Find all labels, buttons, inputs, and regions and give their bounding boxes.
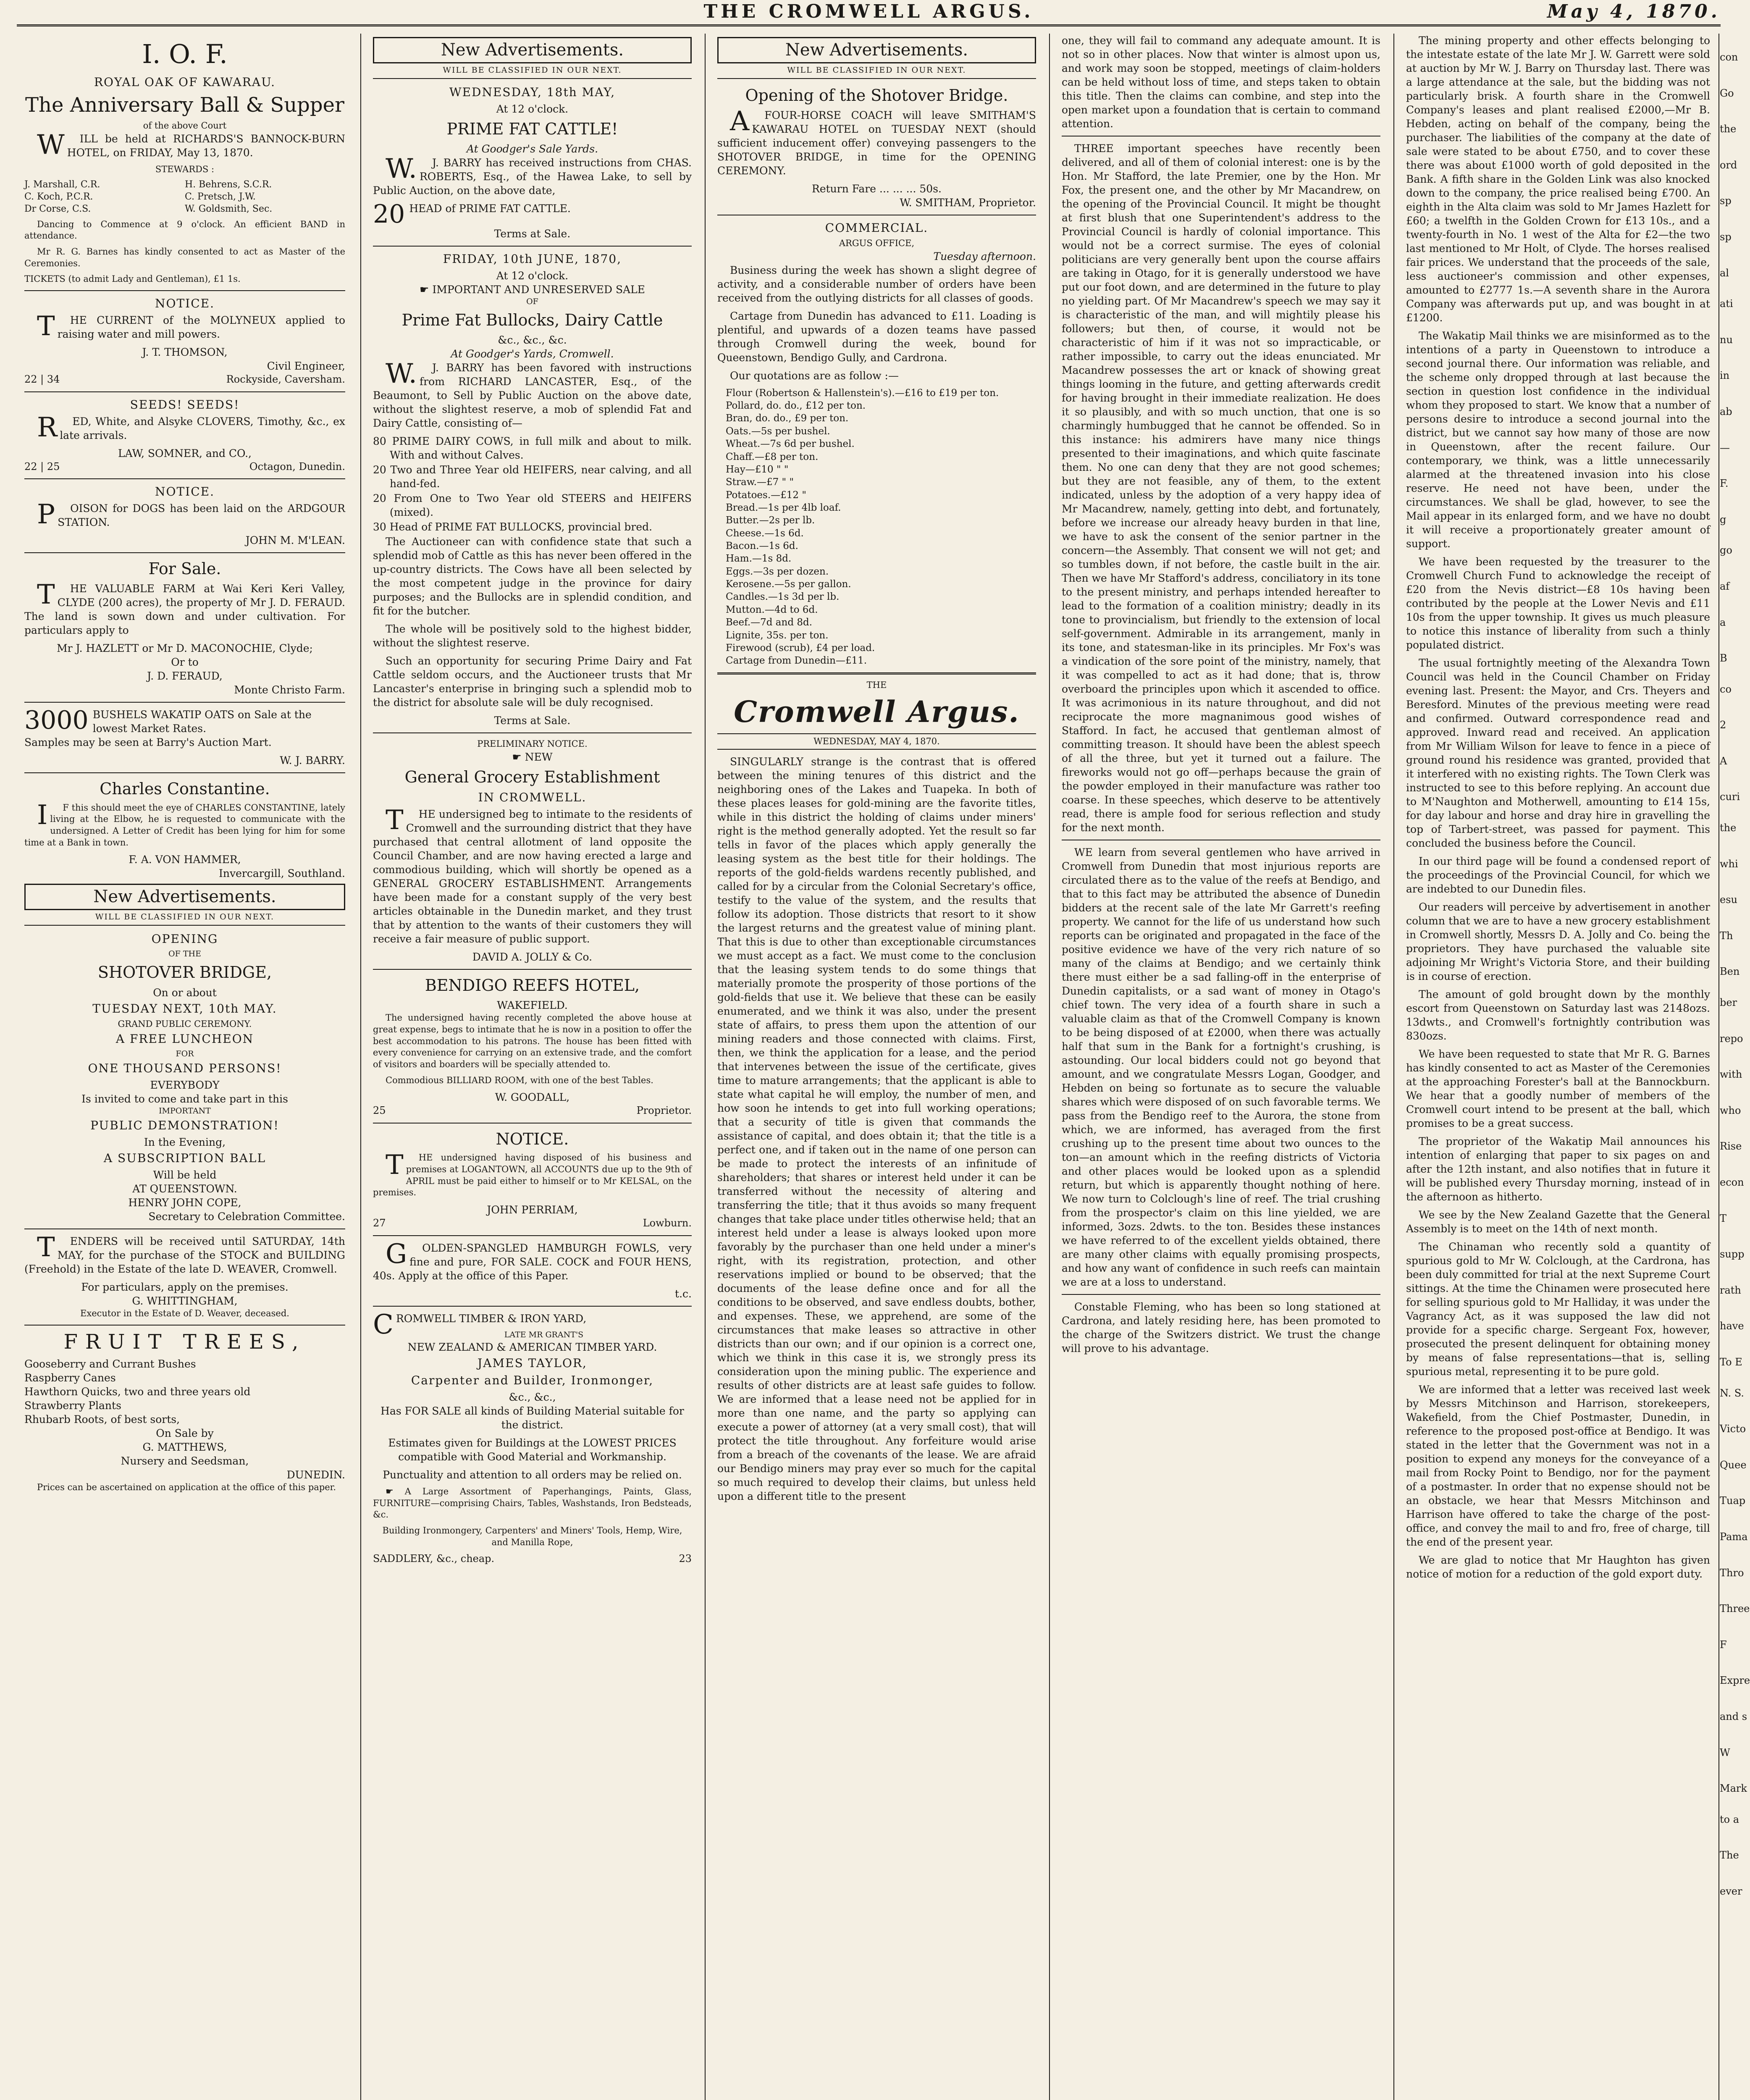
cattle-text: W.J. BARRY has received instructions from CHAS. ROBERTS, Esq., of the Hawea Lake, to sell by Public Auction, on the above date, [373, 153, 692, 197]
column5-p12: We are informed that a letter was received last week by Messrs Mitchinson and Harrison, storekeepers, Wakefield, from the Chief Postmaster, Dunedin, in reference to the proposed post-office at Bendigo. It was stated in the letter that the Government was not in a position to expend any moneys for the conveyance of a mail from Rocky Point to Bendigo, nor for the payment of a postmaster. In order that no expense should not be an obstacle, we hear that Messrs Mitchinson and Harrison have offered to take the charge of the post-office, and convey the mail to and fro, free of charge, till the end of the present year. [1406, 1383, 1710, 1548]
seeds-title: SEEDS! SEEDS! [130, 397, 240, 412]
column-2 [365, 34, 699, 2100]
edge-fragment: Thro [1720, 1567, 1744, 1579]
price-line: Kerosene.—5s per gallon. [726, 579, 851, 590]
commercial-p2: Cartage from Dunedin has advanced to £11. Loading is plentiful, and upwards of a dozen teams have passed through Cromwell during the week, bound for Queenstown, Bendigo Gully, and Cardrona. [717, 310, 1036, 364]
pointing-hand-icon: ☛ [420, 283, 433, 296]
bullocks-date: FRIDAY, 10th JUNE, 1870, [443, 252, 622, 266]
newadv-banner: New Advertisements. [24, 884, 345, 910]
edge-fragment: repo [1720, 1032, 1743, 1045]
forsale-text: THE VALUABLE FARM at Wai Keri Keri Valley, CLYDE (200 acres), the property of Mr J. D. FERAUD. The land is sown down and under cultivation. For particulars apply to [24, 579, 345, 637]
notice-text: THE undersigned having disposed of his business and premises at LOGANTOWN, all ACCOUNTS due up to the 9th of APRIL must be paid either to himself or to Mr KELSAL, on the premises. [373, 1150, 692, 1198]
oats-text: BUSHELS WAKATIP OATS on Sale at the lowest Market Rates. [92, 709, 312, 735]
column4-p4: Constable Fleming, who has been so long stationed at Cardrona, and lately residing here, has been promoted to the charge of the Switzers district. We trust the change will prove to his advantage. [1062, 1301, 1380, 1354]
bullocks-title: Prime Fat Bullocks, Dairy Cattle [401, 311, 663, 330]
leader-p1: SINGULARLY strange is the contrast that is offered between the mining tenures of this district and the neighboring ones of the Lakes and Tuapeka. In both of these places leases for gold-mining are the favorite titles, while in this district the holding of claims under miners' right is the method generally adopted. Yet the result so far tells in favor of the places which apply generally the leasing system as the best title for their holdings. The reports of the gold-fields wardens recently published, and called for by a circular from the Colonial Secretary's office, testify to the value of the system, and the results that follow its adoption. Those districts that resort to it show the largest returns and the greatest value of mining plant. That this is due to other than exceptionable circumstances we must accept as a fact. We must come to the conclusion that the leasing system tends to do some things that materially promote the prosperity of those portions of the gold-fields that use it. We believe that these can be easily enumerated, and we think it was also, under the present state of affairs, to press them upon the attention of our mining readers and those connected with claims. First, then, we think the application for a lease, and the period that intervenes between the issue of the certificate, gives time to mature arrangements; that the applicant is able to state what capital he will employ, the number of men, and how soon he intends to get into full working operations; that a security of title is given that commands the assistance of capital, and does obtain it; that the title is a perfect one, and if taken out in the name of one person can be made to protect the interests of an infinitude of shareholders; that shares or interest held under it can be transferred without the necessity of altering and transferring the title; that it thus avoids so many frequent changes that take place under titles otherwise held; that an interest held under a lease is always looked upon more favorably by the purchaser than one held under a miner's right, with its registration, protection, and other reservations implied or bound to be observed; that the documents of the lease define once and for all the conditions to be observed, and save endless doubts, bother, and expenses. These, we apprehend, are some of the circumstances that make leases so attractive in other districts than our own; and if our opinion is a correct one, which we think in this case it is, we strongly press its consideration upon the mining public. The experience and results of other districts are at least safe guides to follow. We are informed that a lease need not be applied for in more than one name, and the party so applying can execute a power of attorney (at a very small cost), that will protect the title throughout. Any forfeiture would arise from a breach of the covenants of the lease. We are afraid our Bendigo miners may pray ever so much for the capital so much required to develop their claims, but unless held upon a different title to the present [717, 756, 1036, 1503]
newadv-subtitle: WILL BE CLASSIFIED IN OUR NEXT. [373, 65, 692, 79]
fruit-onsale: On Sale by [156, 1427, 214, 1440]
column-rule [705, 34, 706, 2100]
bullocks-venue: At Goodger's Yards, Cromwell. [451, 348, 614, 360]
ball-subtitle: of the above Court [143, 120, 227, 131]
edge-fragment: g [1720, 513, 1726, 525]
notice1-text: THE CURRENT of the MOLYNEUX applied to raising water and mill powers. [37, 311, 345, 342]
edge-fragment: Ben [1720, 966, 1740, 978]
open-line: TUESDAY NEXT, 10th MAY. [92, 1001, 277, 1016]
fruit-name: G. MATTHEWS, [142, 1441, 227, 1454]
notice1-ref: 22 | 34 [24, 373, 60, 386]
masthead-date: May 4, 1870. [1547, 1, 1721, 22]
ball-dancing: Dancing to Commence at 9 o'clock. An efficient BAND in attendance. [24, 219, 345, 241]
bullocks-etc: &c., &c., &c. [498, 334, 567, 346]
edge-fragment: af [1720, 580, 1730, 592]
shotover-title: Opening of the Shotover Bridge. [745, 86, 1008, 105]
notice-ref: 27 [373, 1217, 386, 1229]
price-line: Firewood (scrub), £4 per load. [726, 642, 875, 654]
notice-footer [373, 1217, 692, 1230]
taylor-ref: 23 [679, 1553, 692, 1565]
newadv-banner: New Advertisements. [717, 37, 1036, 63]
bullocks-important [373, 283, 692, 297]
notice1-role: Civil Engineer, [267, 360, 345, 373]
open-line: OF THE [168, 949, 201, 959]
timber-nz: NEW ZEALAND & AMERICAN TIMBER YARD. [407, 1341, 657, 1353]
prelim-notice: PRELIMINARY NOTICE. [477, 739, 588, 749]
column5-p1: The mining property and other effects belonging to the intestate estate of the late Mr J. W. Garrett were sold at auction by Mr W. J. Barry on Thursday last. There was a large attendance at the sale, but the bidding was not particularly brisk. A fourth share in the Cromwell Company's leases and plant realised £2000,—Mr B. Hebden, acting on behalf of the company, being the purchaser. The liabilities of the company at the date of sale were stated to be about £750, and to cover these there was about £1000 worth of gold deposited in the Bank. A fifth share in the Golden Link was also knocked down to the company, the price realised being £700. An eighth in the Alta claim was sold to Mr James Hazlett for £60; a twelfth in the Golden Crown for £13 10s., and a twenty-fourth in No. 1 west of the Alta for £2—the two last mentioned to Mr Holt, of Clyde. The horses realised fair prices. We understand that the proceeds of the sale, less auctioneer's commission and other expenses, amounted to £2777 1s.—A seventh share in the Aurora Company was afterwards put up, and was bought in at £1200. [1406, 34, 1710, 324]
forsale-place: Monte Christo Farm. [234, 684, 345, 696]
coach-name: W. SMITHAM, Proprietor. [900, 197, 1036, 209]
terms: Terms at Sale. [494, 227, 571, 240]
open-line: A FREE LUNCHEON [115, 1032, 254, 1046]
fruit-place: DUNEDIN. [286, 1469, 345, 1481]
price-line: Chaff.—£8 per ton. [726, 451, 819, 462]
edge-fragment: To E [1720, 1356, 1742, 1368]
column-rule [360, 34, 361, 2100]
edge-fragment: Tuap [1720, 1495, 1746, 1507]
column-3 [710, 34, 1044, 2100]
column5-p8: We have been requested to state that Mr R. G. Barnes has kindly consented to act as Master of the Ceremonies at the approaching Forester's ball at the Bannockburn. We hear that a goodly number of members of the Cromwell court intend to be present at the ball, which promises to be a great success. [1406, 1048, 1710, 1129]
open-line: ONE THOUSAND PERSONS! [88, 1061, 282, 1076]
cattle-lot-number: 20 [373, 199, 405, 229]
newadv-banner: New Advertisements. [373, 37, 692, 63]
coach-text: AFOUR-HORSE COACH will leave SMITHAM'S KAWARAU HOTEL on TUESDAY NEXT (should sufficient inducement offer) conveying passengers to the SHOTOVER BRIDGE, in time for the OPENING CEREMONY. [717, 106, 1036, 177]
fruit-title: FRUIT TREES, [63, 1330, 306, 1354]
column5-p9: The proprietor of the Wakatip Mail announces his intention of enlarging that paper to six pages on and after the 12th instant, and also notifies that in future it will be published every Thursday morning, instead of in the afternoon as hitherto. [1406, 1135, 1710, 1203]
bullocks-lot: 20 From One to Two Year old STEERS and HEIFERS (mixed). [373, 492, 692, 519]
cattle-title: PRIME FAT CATTLE! [446, 119, 618, 138]
return-fare: Return Fare ... ... ... 50s. [812, 183, 942, 195]
steward: C. Pretsch, J.W. [185, 192, 256, 202]
tender-text: TENDERS will be received until SATURDAY, 14th MAY, for the purchase of the STOCK and BUILDING (Freehold) in the Estate of the late D. WEAVER, Cromwell. [24, 1232, 345, 1276]
masthead-title: THE CROMWELL ARGUS. [703, 1, 1034, 22]
edge-fragment: in [1720, 370, 1730, 382]
column-6-fragments [1720, 34, 1750, 2100]
open-line: A SUBSCRIPTION BALL [103, 1151, 266, 1166]
edge-fragment: ab [1720, 405, 1732, 417]
column-5 [1398, 34, 1718, 2100]
price-line: Beef.—7d and 8d. [726, 617, 813, 628]
iof-heading: I. O. F. [142, 39, 228, 69]
cattle-venue: At Goodger's Sale Yards. [466, 142, 598, 155]
open-line: AT QUEENSTOWN. [132, 1183, 237, 1195]
lodge-name: ROYAL OAK OF KAWARAU. [94, 75, 276, 89]
charles-text: IF this should meet the eye of CHARLES CONSTANTINE, lately living at the Elbow, he is requested to communicate with the undersigned. A Letter of Credit has been lying for him for some time at a Bank in town. [24, 799, 345, 848]
price-line: Potatoes.—£12 " [726, 489, 806, 501]
edge-fragment: a [1720, 616, 1726, 628]
bullocks-of: OF [526, 297, 538, 306]
seeds-name: LAW, SOMNER, and CO., [118, 447, 252, 459]
edge-fragment: esu [1720, 894, 1737, 906]
notice1-title: NOTICE. [155, 297, 215, 311]
cattle-time: At 12 o'clock. [496, 102, 569, 115]
edge-fragment: who [1720, 1104, 1741, 1116]
bendigo-title: BENDIGO REEFS HOTEL, [425, 976, 640, 995]
edge-fragment: ord [1720, 159, 1737, 171]
tender-role: Executor in the Estate of D. Weaver, deceased. [80, 1308, 289, 1319]
seeds-place: Octagon, Dunedin. [249, 460, 345, 472]
edge-fragment: B [1720, 652, 1727, 664]
bullocks-time: At 12 o'clock. [496, 269, 569, 282]
bendigo-text: The undersigned having recently completed the above house at great expense, begs to intimate that he is now in a position to offer the best accommodation to his patrons. The house has been fitted with every convenience for carrying on an extensive trade, and the comfort of visitors and boarders will be specially attended to. [373, 1013, 692, 1070]
price-line: Hay—£10 " " [726, 464, 789, 475]
oats-samples: Samples may be seen at Barry's Auction Mart. [24, 736, 272, 749]
edge-fragment: The [1720, 1849, 1739, 1861]
tender-name: G. WHITTINGHAM, [132, 1295, 238, 1307]
stewards-label: STEWARDS : [155, 164, 215, 174]
notice1-name: J. T. THOMSON, [142, 346, 228, 359]
price-line: Lignite, 35s. per ton. [726, 630, 829, 641]
tender-apply: For particulars, apply on the premises. [81, 1281, 289, 1294]
bendigo-footer [373, 1104, 692, 1118]
taylor-estimates: Estimates given for Buildings at the LOWEST PRICES compatible with Good Material and Workmanship. [388, 1436, 677, 1463]
edge-fragment: have [1720, 1320, 1744, 1332]
seeds-footer [24, 460, 345, 474]
edge-fragment: Pama [1720, 1530, 1748, 1543]
hamburgh-tc: t.c. [675, 1287, 692, 1300]
charles-place: Invercargill, Southland. [219, 867, 345, 880]
paper-the: THE [866, 680, 887, 690]
price-line: Candles.—1s 3d per lb. [726, 591, 840, 603]
cattle-lot-text: HEAD of PRIME FAT CATTLE. [409, 202, 571, 215]
bendigo-place: WAKEFIELD. [497, 999, 568, 1012]
edge-fragment: Go [1720, 87, 1734, 99]
edge-fragment: the [1720, 123, 1737, 135]
whole-text: The whole will be positively sold to the highest bidder, without the slightest reserve. [373, 623, 692, 649]
edge-fragment: con [1720, 51, 1738, 63]
seeds-ref: 22 | 25 [24, 460, 60, 472]
ball-title: The Anniversary Ball & Supper [25, 93, 344, 117]
column5-p2: The Wakatip Mail thinks we are misinformed as to the intentions of a party in Queenstown to introduce a second journal there. Our information was reliable, and the scheme only dropped through at last because the section in question lost confidence in the individual whom they proposed to start. We know that a number of persons desire to introduce a second journal into the district, but we cannot say how many of those are now in Queenstown, after the recent failure. Our contemporary, we think, was a little unnecessarily alarmed at the threatened invasion into his close reserve. He need not have been, under the circumstances. We shall be glad, however, to see the Mail appear in its enlarged form, and we have no doubt it will receive a proportionately greater amount of support. [1406, 330, 1710, 550]
open-line: FOR [176, 1049, 194, 1059]
taylor-role: Carpenter and Builder, Ironmonger, [411, 1373, 654, 1387]
paper-title: Cromwell Argus. [734, 694, 1020, 730]
price-line: Bread.—1s per 4lb loaf. [726, 502, 841, 513]
open-line: Is invited to come and take part in this [81, 1093, 288, 1105]
taylor-name: JAMES TAYLOR, [478, 1356, 587, 1370]
oats-ad [24, 708, 345, 735]
commercial-office: ARGUS OFFICE, [839, 238, 915, 248]
bendigo-ref: 25 [373, 1105, 386, 1117]
column4-p3: WE learn from several gentlemen who have arrived in Cromwell from Dunedin that most injurious reports are circulated there as to the value of the reefs at Bendigo, and that to this fact may be attributed the absence of Dunedin bidders at the recent sale of the late Mr Garrett's reefing property. We cannot for the life of us understand how such reports can be originated and propagated in the face of the positive evidence we have of the very rich nature of so many of the claims at Bendigo; and we certainly think there must either be a sad falling-off in the enterprise of Dunedin capitalists, or a sad want of money in Otago's chief town. The very idea of a fourth share in such a valuable claim as that of the Cromwell Company is known to be being disposed of at £2000, when there was actually half that sum in the Bank for a fortnight's crushing, is astounding. Our local bidders could not go beyond that amount, and we congratulate Messrs Logan, Goodger, and Hebden on being so fortunate as to secure the valuable shares which were disposed of on such favorable terms. We pass from the Bendigo reef to the Aurora, the stone from which, we are informed, has averaged from the first crushing up to the present time about two ounces to the ton—an amount which in the reefing districts of Victoria and other places would be looked upon as a splendid return, but which is apparently thought nothing of here. We now turn to Colclough's line of reef. The trial crushing from the prospector's claim on this line yielded, we are informed, 3ozs. 2dwts. to the ton. Besides these instances we have referred to of the excellent yields obtained, there are many other claims with equally promising prospects, and how any want of confidence in such reefs can maintain we are at a loss to understand. [1062, 846, 1380, 1288]
price-line: Wheat.—7s 6d per bushel. [726, 438, 855, 450]
fruit-item: Raspberry Canes [24, 1372, 116, 1384]
timber-title: CROMWELL TIMBER & IRON YARD, [373, 1309, 587, 1340]
fruit-role: Nursery and Seedsman, [121, 1455, 249, 1467]
steward: J. Marshall, C.R. [24, 179, 100, 190]
seeds-text: RED, White, and Alsyke CLOVERS, Timothy, &c., ex late arrivals. [37, 412, 345, 443]
edge-fragment: N. S. [1720, 1387, 1744, 1399]
column5-p13: We are glad to notice that Mr Haughton has given notice of motion for a reduction of the gold export duty. [1406, 1554, 1710, 1580]
bendigo-name: W. GOODALL, [495, 1091, 570, 1104]
pointing-hand-icon: ☛ [512, 751, 525, 763]
steward: H. Behrens, S.C.R. [185, 179, 272, 190]
taylor-assortment-text: A Large Assortment of Paperhangings, Paints, Glass, FURNITURE—comprising Chairs, Tables, Washstands, Iron Bedsteads, &c. [373, 1486, 692, 1520]
bendigo-billiard: Commodious BILLIARD ROOM, with one of the best Tables. [386, 1075, 653, 1085]
open-line: SHOTOVER BRIDGE, [97, 963, 272, 982]
edge-fragment: Th [1720, 929, 1733, 942]
edge-fragment: the [1720, 822, 1737, 834]
forsale-title: For Sale. [148, 559, 221, 578]
edge-fragment: supp [1720, 1248, 1745, 1260]
stewards-list [24, 178, 345, 215]
steward: C. Koch, P.C.R. [24, 192, 93, 202]
notice-place: Lowburn. [643, 1217, 692, 1229]
fruit-prices: Prices can be ascertained on application at the office of this paper. [37, 1482, 336, 1493]
notice2-title: NOTICE. [155, 485, 215, 499]
column-rule [1393, 34, 1394, 2100]
open-line: IMPORTANT [159, 1106, 211, 1116]
open-line: EVERYBODY [150, 1079, 220, 1092]
price-line: Flour (Robertson & Hallenstein's).—£16 to £19 per ton. [726, 387, 999, 399]
edge-fragment: whi [1720, 858, 1738, 870]
commercial-p1: Business during the week has shown a slight degree of activity, and a considerable number of orders have been received from the outlying districts for all classes of goods. [717, 264, 1036, 304]
column5-p3: We have been requested by the treasurer to the Cromwell Church Fund to acknowledge the receipt of £20 from the Nevis district—£8 10s having been contributed by the people at the Lower Nevis and £11 10s from the upper township. It gives us much pleasure to notice this instance of liberality from such a thinly populated district. [1406, 556, 1710, 651]
cattle-lot [373, 199, 692, 229]
edge-fragment: Victo [1720, 1423, 1746, 1435]
edge-fragment: W [1720, 1746, 1730, 1759]
commercial-day: Tuesday afternoon. [933, 250, 1036, 262]
edge-fragment: sp [1720, 195, 1732, 207]
notice1-place: Rockyside, Caversham. [226, 373, 345, 386]
edge-fragment: 2 [1720, 719, 1726, 731]
bullocks-lot: 80 PRIME DAIRY COWS, in full milk and about to milk. With and without Calves. [373, 435, 692, 462]
edge-fragment: Mark [1720, 1782, 1747, 1795]
edge-fragment: ati [1720, 298, 1733, 310]
forsale-or: Or to [171, 656, 199, 669]
timber-late: LATE MR GRANT'S [504, 1330, 584, 1339]
column-rule [1049, 34, 1050, 2100]
taylor-iron: Building Ironmongery, Carpenters' and Miners' Tools, Hemp, Wire, and Manilla Rope, [382, 1525, 682, 1547]
edge-fragment: F. [1720, 478, 1729, 490]
grocery-title: General Grocery Establishment [404, 767, 660, 786]
steward: W. Goldsmith, Sec. [185, 204, 273, 215]
price-line: Bacon.—1s 6d. [726, 541, 798, 552]
bendigo-role: Proprietor. [636, 1105, 692, 1117]
open-line: HENRY JOHN COPE, [128, 1197, 241, 1209]
edge-fragment: Expre [1720, 1675, 1750, 1687]
open-line: On or about [153, 986, 217, 999]
price-line: Straw.—£7 " " [726, 477, 794, 488]
price-line: Cheese.—1s 6d. [726, 528, 804, 539]
edge-fragment: A [1720, 755, 1727, 767]
ball-master: Mr R. G. Barnes has kindly consented to act as Master of the Ceremonies. [24, 246, 345, 268]
price-line: Bran, do. do., £9 per ton. [726, 413, 849, 424]
edge-fragment: ber [1720, 997, 1737, 1009]
edge-fragment: — [1720, 441, 1730, 454]
charles-title: Charles Constantine. [100, 780, 270, 798]
open-line: Secretary to Celebration Committee. [148, 1210, 345, 1223]
column-4 [1054, 34, 1388, 2100]
price-line: Mutton.—4d to 6d. [726, 604, 818, 615]
edge-fragment: ever [1720, 1885, 1742, 1897]
edge-fragment: Three [1720, 1603, 1750, 1615]
grocery-name: DAVID A. JOLLY & Co. [472, 951, 593, 963]
newadv-subtitle: WILL BE CLASSIFIED IN OUR NEXT. [717, 65, 1036, 79]
taylor-sale: Has FOR SALE all kinds of Building Material suitable for the district. [380, 1404, 684, 1431]
ball-tickets: TICKETS (to admit Lady and Gentleman), £1 1s. [24, 274, 241, 284]
edge-fragment: go [1720, 544, 1732, 556]
edge-fragment: al [1720, 267, 1729, 279]
notice2-text: POISON for DOGS has been laid on the ARDGOUR STATION. [37, 499, 345, 530]
column5-p10: We see by the New Zealand Gazette that the General Assembly is to meet on the 14th of next month. [1406, 1209, 1710, 1235]
price-line: Eggs.—3s per dozen. [726, 566, 829, 577]
oats-name: W. J. BARRY. [280, 754, 345, 767]
column4-p1: one, they will fail to command any adequate amount. It is not so in other places. Now that winter is almost upon us, and work may soon be stopped, meetings of claim-holders can be held without loss of time, and steps taken to obtain this title. Then the claims can combine, and step into the open market upon a foundation that is certain to command attention. [1062, 34, 1380, 130]
open-line: In the Evening, [144, 1136, 226, 1149]
grocery-in: IN CROMWELL. [478, 790, 587, 805]
price-line: Ham.—1s 8d. [726, 553, 792, 564]
price-line: Cartage from Dunedin—£11. [726, 655, 867, 667]
commercial-title: COMMERCIAL. [825, 221, 929, 235]
cattle-date: WEDNESDAY, 18th MAY, [449, 85, 616, 99]
price-line: Oats.—5s per bushel. [726, 425, 830, 437]
fruit-item: Hawthorn Quicks, two and three years old [24, 1386, 251, 1398]
fruit-item: Gooseberry and Currant Bushes [24, 1358, 196, 1370]
notice2-name: JOHN M. M'LEAN. [245, 534, 345, 547]
hamburgh-text: GOLDEN-SPANGLED HAMBURGH FOWLS, very fine and pure, FOR SALE. COCK and FOUR HENS, 40s. Apply at the office of this Paper. [373, 1238, 692, 1282]
column-1 [17, 34, 353, 2100]
oats-number: 3000 [24, 706, 89, 735]
taylor-assortment [373, 1486, 692, 1521]
price-line: Butter.—2s per lb. [726, 515, 815, 526]
bullocks-important-label: IMPORTANT AND UNRESERVED SALE [432, 283, 645, 296]
notice1-footer [24, 373, 345, 386]
auctioneer-text: The Auctioneer can with confidence state that such a splendid mob of Cattle as this has never been offered in the up-country districts. The Cows have all been selected by the most competent judge in the province for dairy purposes; and the Bullocks are in splendid condition, and fit for the butcher. [373, 536, 692, 617]
edge-fragment: sp [1720, 231, 1732, 243]
open-line: PUBLIC DEMONSTRATION! [90, 1118, 279, 1133]
column5-p4: The usual fortnightly meeting of the Alexandra Town Council was held in the Council Chamber on Friday evening last. Present: the Mayor, and Crs. Theyers and Beresford. Minutes of the previous meeting were read and confirmed. Outward correspondence read and approved. Inward read and received. An application from Mr William Wilson for leave to fence in a piece of ground round his residence was granted, provided that it interfered with no existing rights. The Town Clerk was instructed to see to this before replying. An account due to M'Naughton and Motherwell, amounting to £14 15s, for day labour and horse and dray hire in gravelling the top of Tarbert-street, was passed for payment. This concluded the business before the Council. [1406, 657, 1710, 849]
edge-fragment: nu [1720, 333, 1733, 346]
price-line: Pollard, do. do., £12 per ton. [726, 400, 866, 412]
taylor-etc: &c., &c., [509, 1391, 556, 1403]
edge-fragment: econ [1720, 1176, 1744, 1188]
forsale-name: J. D. FERAUD, [147, 670, 223, 682]
open-line: GRAND PUBLIC CEREMONY. [118, 1018, 252, 1029]
edge-fragment: rath [1720, 1284, 1741, 1296]
newadv-subtitle: WILL BE CLASSIFIED IN OUR NEXT. [24, 912, 345, 926]
column5-p11: The Chinaman who recently sold a quantity of spurious gold to Mr W. Colclough, at the Cardrona, has been duly committed for trial at the next Supreme Court sittings. At the time the Chinamen were prosecuted here for selling spurious gold to Mr Halliday, it was under the Vagrancy Act, as it was supposed the law did not provide for a specific charge. Sergeant Fox, however, prosecuted the present delinquent for obtaining money by means of false representations—that is, selling spurious metal, representing it to be pure gold. [1406, 1241, 1710, 1378]
edge-fragment: T [1720, 1212, 1727, 1224]
opportunity-text: Such an opportunity for securing Prime Dairy and Fat Cattle seldom occurs, and the Auctioneer trusts that Mr Lancaster's enterprise in bringing such a splendid mob to the district for absolute sale will be duly recognised. [373, 655, 692, 709]
column5-p6: Our readers will perceive by advertisement in another column that we are to have a new grocery establishment in Cromwell shortly, Messrs D. A. Jolly and Co. being the proprietors. They have purchased the valuable site adjoining Mr Wright's Victoria Store, and their building is in course of erection. [1406, 901, 1710, 982]
paper-date: WEDNESDAY, MAY 4, 1870. [717, 733, 1036, 750]
grocery-text: THE undersigned beg to intimate to the residents of Cromwell and the surrounding district that they have purchased that central allotment of land opposite the Council Chamber, and are now having erected a large and commodious building, which will shortly be opened as a GENERAL GROCERY ESTABLISHMENT. Arrangements have been made for a constant supply of the very best articles obtainable in the Dunedin market, and they trust that by attention to the wants of their customers they will receive a fair measure of public support. [373, 805, 692, 945]
taylor-saddlery: SADDLERY, &c., cheap. [373, 1553, 495, 1565]
fruit-item: Rhubarb Roots, of best sorts, [24, 1413, 180, 1426]
edge-fragment: Quee [1720, 1459, 1747, 1471]
edge-fragment: co [1720, 683, 1732, 695]
edge-fragment: F [1720, 1638, 1727, 1651]
edge-fragment: and s [1720, 1710, 1747, 1722]
forsale-apply: Mr J. HAZLETT or Mr D. MACONOCHIE, Clyde; [57, 642, 313, 655]
notice-name: JOHN PERRIAM, [487, 1204, 578, 1216]
fruit-item: Strawberry Plants [24, 1399, 121, 1412]
ball-text: WILL be held at RICHARDS'S BANNOCK-BURN HOTEL, on FRIDAY, May 13, 1870. [37, 129, 345, 160]
edge-fragment: curi [1720, 791, 1740, 803]
bullocks-text: W.J. BARRY has been favored with instructions from RICHARD LANCASTER, Esq., of the Beaumont, to Sell by Public Auction on the above date, without the slightest reserve, a mob of splendid Fat and Dairy Cattle, consisting of— [373, 358, 692, 430]
column4-p2: THREE important speeches have recently been delivered, and all of them of colonial interest: one is by the Hon. Mr Stafford, the late Premier, one by the Hon. Mr Fox, the present one, and the other by Mr Macandrew, on the opening of the Provincial Council. It might be thought at first blush that one Superintendent's address to the Provincial Council is hardly of colonial importance. This would not be a correct surmise. The eyes of colonial politicians are very generally bent upon the course affairs are taking in Otago, for it is generally understood we have put our foot down, and are determined in the future to play no yielding part. Of Mr Macandrew's speech we may say it is characteristic of the man, and will mightily please his followers; but then, of course, it would not be characteristic of him if it was not so impracticable, or rather impossible, to carry out the ideas enunciated. Mr Macandrew possesses the art or knack of showing great things looming in the future, and getting afterwards credit for having brought in their immediate realization. He does it so plausibly, and with so much unction, that one is so charmingly humbugged that he cannot be offended. So in this instance: his admirers have many nice things presented to their imaginations, and which quite fascinate them. No one can deny that they are not good schemes; but they are not feasible, any of them, to the extent indicated, unless by the adoption of a very happy idea of Mr Macandrew, namely, getting into debt, and fortunately, before we increase our already heavy burden in that line, we have to ask the consent of the senior partner in the concern—the Assembly. That consent we will not get; and so tumbles down, if not before, the castle built in the air. Then we have Mr Stafford's address, conciliatory in its tone to the present ministry, and perhaps intended hereafter to lead to the formation of a coalition ministry; deadly in its tone to provincialism, but friendly to the extension of local self-government. Admirable in its arrangement, manly in its tone, and statesman-like in its principles. Mr Fox's was a vindication of the sore point of the ministry, namely, that it was compelled to act as it had done; that is, throw overboard the principles upon which it ascended to office. It was acrimonious in its nature throughout, and did not reciprocate the more magnanimous good wishes of Stafford. In fact, he accused that gentleman almost of committing treason. It should have been the ablest speech of all the three, but yet it turned out a failure. The fireworks would not go off—perhaps because the grain of the powder employed in their manufacture was rather too coarse. In these speeches, which deserve to be attentively read, there is ample food for serious reflection and study for the next month. [1062, 142, 1380, 834]
column5-p7: The amount of gold brought down by the monthly escort from Queenstown on Saturday last was 2148ozs. 13dwts., and Cromwell's fortnightly contribution was 830ozs. [1406, 988, 1710, 1042]
bullocks-lot: 30 Head of PRIME FAT BULLOCKS, provincial bred. [373, 521, 653, 533]
edge-fragment: Rise [1720, 1140, 1742, 1152]
charles-name: F. A. VON HAMMER, [129, 853, 241, 866]
commercial-quotations: Our quotations are as follow :— [730, 369, 899, 382]
edge-fragment: to a [1720, 1813, 1740, 1825]
open-line: OPENING [151, 932, 218, 946]
terms: Terms at Sale. [494, 714, 571, 727]
grocery-new [373, 750, 692, 764]
taylor-footer [373, 1552, 692, 1566]
grocery-new-label: NEW [525, 751, 553, 763]
bullocks-lot: 20 Two and Three Year old HEIFERS, near calving, and all hand-fed. [373, 464, 692, 490]
taylor-punctuality: Punctuality and attention to all orders may be relied on. [383, 1468, 682, 1481]
masthead [17, 0, 1721, 26]
open-line: Will be held [153, 1169, 217, 1181]
edge-fragment: with [1720, 1068, 1742, 1081]
steward: Dr Corse, C.S. [24, 204, 91, 215]
pointing-hand-icon: ☛ [386, 1486, 405, 1496]
column5-p5: In our third page will be found a condensed report of the proceedings of the Provincial Council, for which we are indebted to our Dunedin files. [1406, 855, 1710, 895]
notice-title: NOTICE. [496, 1130, 569, 1149]
